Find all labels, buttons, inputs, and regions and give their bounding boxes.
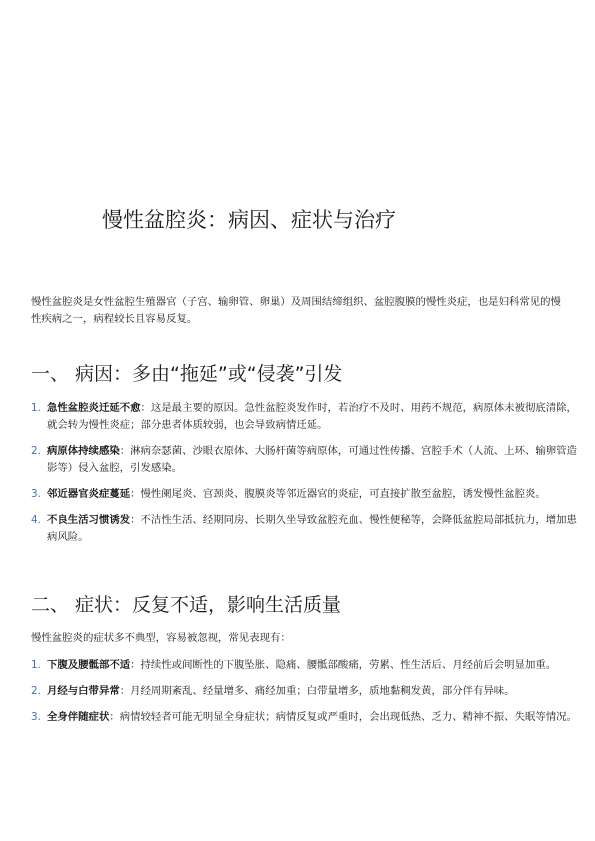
- list-term: 月经与白带异常: [47, 685, 120, 697]
- page-title: 慢性盆腔炎：病因、症状与治疗: [102, 208, 396, 232]
- list-term: 邻近器官炎症蔓延: [47, 488, 131, 500]
- list-text: ：淋病奈瑟菌、沙眼衣原体、大肠杆菌等病原体，可通过性传播、宫腔手术（人流、上环、输卵管造影等）侵入盆腔，引发感染。: [47, 445, 577, 474]
- list-item: [31, 400, 579, 434]
- list-item: [31, 657, 579, 674]
- list-text: ：持续性或间断性的下腹坠胀、隐痛、腰骶部酸痛，劳累、性生活后、月经前后会明显加重。: [130, 659, 557, 671]
- list-text: ：慢性阑尾炎、宫颈炎、腹膜炎等邻近器官的炎症，可直接扩散至盆腔，诱发慢性盆腔炎。: [130, 488, 546, 500]
- list-text: ：月经周期紊乱、经量增多、痛经加重；白带量增多，质地黏稠发黄，部分伴有异味。: [119, 685, 515, 697]
- list-item: [31, 709, 579, 726]
- list-number: 4.: [31, 514, 41, 526]
- list-term: 不良生活习惯诱发: [47, 514, 131, 526]
- list-term: 急性盆腔炎迁延不愈: [47, 402, 141, 414]
- list-item: [31, 486, 579, 503]
- list-text: ：不洁性生活、经期同房、长期久坐导致盆腔充血、慢性便秘等，会降低盆腔局部抵抗力，增加患病风险。: [47, 514, 577, 543]
- section-heading-symptoms: 二、 症状：反复不适，影响生活质量: [31, 594, 342, 616]
- list-item: [31, 443, 579, 477]
- list-item: [31, 512, 579, 546]
- list-number: 1.: [31, 659, 41, 671]
- list-number: 1.: [31, 402, 41, 414]
- section-heading-causes: 一、 病因：多由“拖延”或“侵袭”引发: [31, 363, 343, 385]
- list-number: 3.: [31, 488, 41, 500]
- intro-paragraph: 慢性盆腔炎是女性盆腔生殖器官（子宫、输卵管、卵巢）及周围结缔组织、盆腔腹膜的慢性炎症，也是妇科常见的慢性疾病之一，病程较长且容易反复。: [31, 296, 561, 325]
- symptoms-list: [31, 657, 579, 735]
- list-number: 2.: [31, 685, 41, 697]
- list-term: 病原体持续感染: [47, 445, 120, 457]
- symptoms-lead: 慢性盆腔炎的症状多不典型，容易被忽视，常见表现有：: [31, 632, 291, 644]
- list-text: ：这是最主要的原因。急性盆腔炎发作时，若治疗不及时、用药不规范，病原体未被彻底清除，就会转为慢性炎症；部分患者体质较弱，也会导致病情迁延。: [47, 402, 577, 431]
- list-number: 3.: [31, 711, 41, 723]
- list-number: 2.: [31, 445, 41, 457]
- list-item: [31, 683, 579, 700]
- list-term: 全身伴随症状: [47, 711, 110, 723]
- causes-list: [31, 400, 579, 555]
- list-text: ：病情较轻者可能无明显全身症状；病情反复或严重时，会出现低热、乏力、精神不振、失眠等情况。: [109, 711, 577, 723]
- list-term: 下腹及腰骶部不适: [47, 659, 131, 671]
